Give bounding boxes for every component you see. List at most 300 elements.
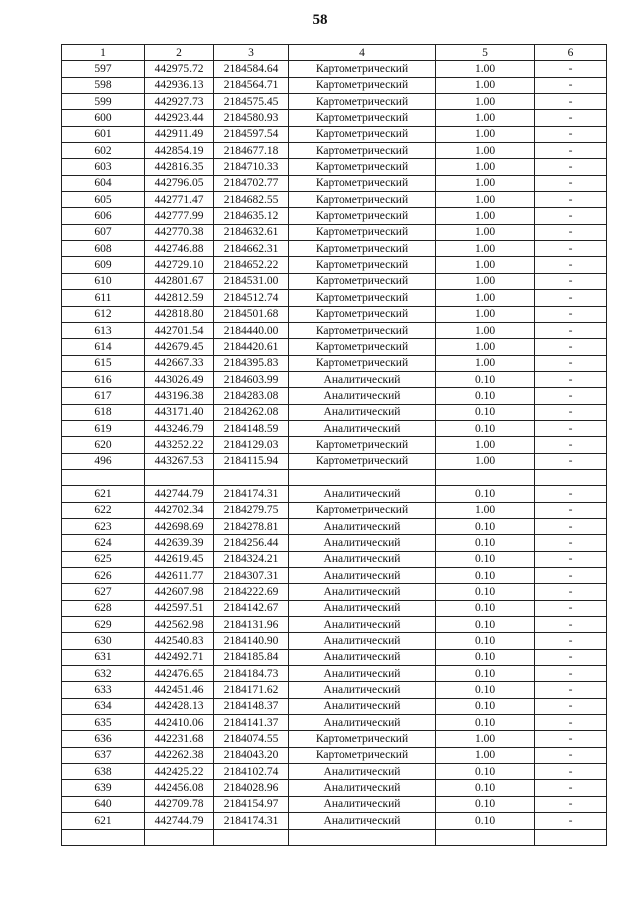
table-cell: 631 [62, 649, 145, 665]
table-cell: - [535, 437, 607, 453]
table-row [62, 584, 607, 600]
table-cell: Аналитический [289, 535, 436, 551]
table-cell: 2184512.74 [214, 290, 289, 306]
table-cell: - [535, 126, 607, 142]
table-cell: Картометрический [289, 224, 436, 240]
table-cell: 2184279.75 [214, 502, 289, 518]
table-row [62, 388, 607, 404]
page-number: 58 [312, 12, 328, 28]
table-cell: - [535, 273, 607, 289]
table-cell: 1.00 [436, 61, 535, 77]
table-cell: 0.10 [436, 518, 535, 534]
table-cell: - [535, 600, 607, 616]
table-cell: 623 [62, 518, 145, 534]
table-cell: 640 [62, 796, 145, 812]
table-row [62, 469, 607, 485]
table-cell: Картометрический [289, 159, 436, 175]
table-cell: 0.10 [436, 420, 535, 436]
table-cell: 0.10 [436, 404, 535, 420]
table-cell: 2184222.69 [214, 584, 289, 600]
table-cell: 0.10 [436, 535, 535, 551]
table-row [62, 306, 607, 322]
table-cell: 635 [62, 715, 145, 731]
table-cell: 602 [62, 143, 145, 159]
column-header: 4 [289, 45, 436, 61]
table-cell: 0.10 [436, 764, 535, 780]
table-cell: Картометрический [289, 502, 436, 518]
table-row [62, 731, 607, 747]
table-cell: 1.00 [436, 322, 535, 338]
table-cell: - [535, 110, 607, 126]
table-cell: - [535, 698, 607, 714]
table-cell: Картометрический [289, 61, 436, 77]
table-cell: 442818.80 [145, 306, 214, 322]
table-cell: 1.00 [436, 241, 535, 257]
table-row [62, 77, 607, 93]
table-cell: - [535, 617, 607, 633]
table-cell: 443252.22 [145, 437, 214, 453]
column-header: 5 [436, 45, 535, 61]
table-cell [145, 829, 214, 845]
table-cell: 442936.13 [145, 77, 214, 93]
table-cell: 610 [62, 273, 145, 289]
table-row [62, 518, 607, 534]
table-cell: 2184501.68 [214, 306, 289, 322]
table-cell: 443196.38 [145, 388, 214, 404]
table-row [62, 551, 607, 567]
table-cell: 618 [62, 404, 145, 420]
table-cell: Аналитический [289, 518, 436, 534]
table-cell: 1.00 [436, 110, 535, 126]
table-cell: 599 [62, 94, 145, 110]
table-cell: Аналитический [289, 388, 436, 404]
table-row [62, 404, 607, 420]
table-row [62, 208, 607, 224]
table-cell: Картометрический [289, 175, 436, 191]
table-row [62, 633, 607, 649]
table-cell: 2184256.44 [214, 535, 289, 551]
table-header [62, 45, 607, 61]
table-cell: 2184580.93 [214, 110, 289, 126]
table-cell: - [535, 94, 607, 110]
table-cell: Аналитический [289, 633, 436, 649]
table-row [62, 126, 607, 142]
table-cell [436, 469, 535, 485]
table-cell: Картометрический [289, 339, 436, 355]
table-cell: - [535, 159, 607, 175]
table-cell: 597 [62, 61, 145, 77]
table-cell: 2184148.59 [214, 420, 289, 436]
table-cell: 621 [62, 813, 145, 829]
table-cell: 1.00 [436, 437, 535, 453]
table-cell: 443026.49 [145, 371, 214, 387]
table-row [62, 747, 607, 763]
table-cell: 1.00 [436, 257, 535, 273]
table-cell: 442854.19 [145, 143, 214, 159]
table-row [62, 486, 607, 502]
table-cell: 1.00 [436, 175, 535, 191]
table-cell: 2184324.21 [214, 551, 289, 567]
table-cell: - [535, 568, 607, 584]
table-cell: 603 [62, 159, 145, 175]
column-header: 2 [145, 45, 214, 61]
table-cell: 2184710.33 [214, 159, 289, 175]
table-cell: 442746.88 [145, 241, 214, 257]
table-cell: 442611.77 [145, 568, 214, 584]
table-row [62, 453, 607, 469]
table-cell: 1.00 [436, 126, 535, 142]
table-cell: 0.10 [436, 584, 535, 600]
table-row [62, 224, 607, 240]
table-cell: 442911.49 [145, 126, 214, 142]
table-row [62, 764, 607, 780]
table-cell [62, 829, 145, 845]
table-cell: 0.10 [436, 600, 535, 616]
table-cell: 442709.78 [145, 796, 214, 812]
table-cell: 2184262.08 [214, 404, 289, 420]
table-cell: 2184677.18 [214, 143, 289, 159]
table-cell: Картометрический [289, 94, 436, 110]
table-row [62, 796, 607, 812]
table-cell: 2184171.62 [214, 682, 289, 698]
table-cell: 442771.47 [145, 192, 214, 208]
table-cell: 0.10 [436, 780, 535, 796]
table-cell: 612 [62, 306, 145, 322]
table-cell: 2184184.73 [214, 666, 289, 682]
table-cell: 1.00 [436, 339, 535, 355]
table-cell: Картометрический [289, 437, 436, 453]
table-cell: - [535, 224, 607, 240]
table-cell: 2184142.67 [214, 600, 289, 616]
table-cell: - [535, 290, 607, 306]
table-cell: - [535, 61, 607, 77]
table-cell [214, 829, 289, 845]
table-cell: 442410.06 [145, 715, 214, 731]
table-cell [436, 829, 535, 845]
table-cell: 442770.38 [145, 224, 214, 240]
table-cell: 0.10 [436, 568, 535, 584]
table-cell: 1.00 [436, 224, 535, 240]
table-cell: 1.00 [436, 77, 535, 93]
table-cell: 2184028.96 [214, 780, 289, 796]
table-cell: Картометрический [289, 208, 436, 224]
table-cell: 2184307.31 [214, 568, 289, 584]
table-cell: Картометрический [289, 273, 436, 289]
table-cell: 2184141.37 [214, 715, 289, 731]
table-cell [535, 469, 607, 485]
table-cell: - [535, 633, 607, 649]
table-cell: 442816.35 [145, 159, 214, 175]
table-cell: 442744.79 [145, 486, 214, 502]
table-cell: 1.00 [436, 273, 535, 289]
table-cell: 2184283.08 [214, 388, 289, 404]
table-cell: 496 [62, 453, 145, 469]
table-cell: 442927.73 [145, 94, 214, 110]
table-cell: - [535, 192, 607, 208]
table-cell: 1.00 [436, 747, 535, 763]
table-cell: 609 [62, 257, 145, 273]
table-cell: 2184395.83 [214, 355, 289, 371]
table-cell: - [535, 453, 607, 469]
table-cell: 0.10 [436, 666, 535, 682]
table-cell: - [535, 813, 607, 829]
table-cell: 604 [62, 175, 145, 191]
table-cell: Картометрический [289, 453, 436, 469]
table-cell: 2184603.99 [214, 371, 289, 387]
table-cell: 2184140.90 [214, 633, 289, 649]
table-cell: 2184440.00 [214, 322, 289, 338]
table-cell: 1.00 [436, 731, 535, 747]
table-cell: - [535, 175, 607, 191]
table-cell: 0.10 [436, 617, 535, 633]
table-cell: 626 [62, 568, 145, 584]
table-cell: 1.00 [436, 290, 535, 306]
table-cell: Аналитический [289, 371, 436, 387]
table-cell: - [535, 584, 607, 600]
table-cell: - [535, 535, 607, 551]
table-row [62, 437, 607, 453]
table-cell: - [535, 682, 607, 698]
table-cell: Аналитический [289, 698, 436, 714]
table-row [62, 290, 607, 306]
table-cell: 615 [62, 355, 145, 371]
table-cell: 442801.67 [145, 273, 214, 289]
table-cell: Аналитический [289, 486, 436, 502]
column-header: 1 [62, 45, 145, 61]
table-cell: 629 [62, 617, 145, 633]
table-cell: Картометрический [289, 257, 436, 273]
table-row [62, 420, 607, 436]
table-cell: 442698.69 [145, 518, 214, 534]
table-row [62, 813, 607, 829]
table-row [62, 94, 607, 110]
table-cell: 621 [62, 486, 145, 502]
table-cell: - [535, 518, 607, 534]
table-cell: - [535, 241, 607, 257]
table-cell: 442597.51 [145, 600, 214, 616]
table-cell: 616 [62, 371, 145, 387]
table-cell: - [535, 731, 607, 747]
table-cell: Картометрический [289, 322, 436, 338]
table-cell: 608 [62, 241, 145, 257]
table-row [62, 780, 607, 796]
table-cell: 2184154.97 [214, 796, 289, 812]
table-cell: - [535, 796, 607, 812]
table-cell: 620 [62, 437, 145, 453]
table-cell: - [535, 764, 607, 780]
table-cell: Аналитический [289, 780, 436, 796]
table-cell: Картометрический [289, 241, 436, 257]
table-cell: Картометрический [289, 126, 436, 142]
table-cell: - [535, 502, 607, 518]
table-cell: - [535, 649, 607, 665]
table-cell: Аналитический [289, 715, 436, 731]
table-cell: Аналитический [289, 617, 436, 633]
table-cell: 2184662.31 [214, 241, 289, 257]
table-cell: - [535, 404, 607, 420]
table-cell: 2184185.84 [214, 649, 289, 665]
table-cell: 442540.83 [145, 633, 214, 649]
table-cell: 1.00 [436, 159, 535, 175]
table-cell: 633 [62, 682, 145, 698]
table-row [62, 339, 607, 355]
table-row [62, 535, 607, 551]
table-cell: 2184575.45 [214, 94, 289, 110]
table-cell: 1.00 [436, 502, 535, 518]
table-cell: 617 [62, 388, 145, 404]
table-cell: 634 [62, 698, 145, 714]
table-cell: - [535, 257, 607, 273]
table-row [62, 649, 607, 665]
table-cell: Картометрический [289, 747, 436, 763]
table-cell: Аналитический [289, 420, 436, 436]
table-cell: 628 [62, 600, 145, 616]
table-cell: Картометрический [289, 355, 436, 371]
table-cell: 638 [62, 764, 145, 780]
table-cell: 2184682.55 [214, 192, 289, 208]
table-cell: - [535, 747, 607, 763]
table-cell: 630 [62, 633, 145, 649]
table-cell: 0.10 [436, 715, 535, 731]
table-cell: - [535, 143, 607, 159]
table-cell: 605 [62, 192, 145, 208]
table-cell: - [535, 780, 607, 796]
table-cell: 600 [62, 110, 145, 126]
table-cell: 442619.45 [145, 551, 214, 567]
table-cell: 0.10 [436, 633, 535, 649]
table-cell: 2184531.00 [214, 273, 289, 289]
table-row [62, 175, 607, 191]
table-cell: 611 [62, 290, 145, 306]
header-row [62, 45, 607, 61]
table-cell: 639 [62, 780, 145, 796]
table-cell: - [535, 306, 607, 322]
table-cell: 2184115.94 [214, 453, 289, 469]
table-cell: Картометрический [289, 143, 436, 159]
table-cell: 636 [62, 731, 145, 747]
table-cell: 443171.40 [145, 404, 214, 420]
table-row [62, 600, 607, 616]
table-cell: 1.00 [436, 306, 535, 322]
table-cell: - [535, 339, 607, 355]
table-cell: 637 [62, 747, 145, 763]
table-cell: 442777.99 [145, 208, 214, 224]
table-cell: - [535, 388, 607, 404]
table-cell: 632 [62, 666, 145, 682]
table-cell: 625 [62, 551, 145, 567]
table-row [62, 61, 607, 77]
table-cell: 442639.39 [145, 535, 214, 551]
table-cell: Аналитический [289, 600, 436, 616]
table-cell: - [535, 322, 607, 338]
column-header: 3 [214, 45, 289, 61]
table-cell: - [535, 715, 607, 731]
table-cell: 2184702.77 [214, 175, 289, 191]
table-cell: 442729.10 [145, 257, 214, 273]
table-cell: 442492.71 [145, 649, 214, 665]
table-cell: 0.10 [436, 486, 535, 502]
table-cell: 0.10 [436, 813, 535, 829]
table-cell: Картометрический [289, 290, 436, 306]
table-cell: - [535, 77, 607, 93]
table-cell: Картометрический [289, 306, 436, 322]
table-cell: 443246.79 [145, 420, 214, 436]
table-cell: 0.10 [436, 371, 535, 387]
table-cell: 598 [62, 77, 145, 93]
table-cell: Аналитический [289, 649, 436, 665]
table-cell [289, 829, 436, 845]
table-cell: 442744.79 [145, 813, 214, 829]
table-cell [535, 829, 607, 845]
table-cell: 1.00 [436, 355, 535, 371]
table-row [62, 666, 607, 682]
table-cell: - [535, 666, 607, 682]
table-cell: 442428.13 [145, 698, 214, 714]
table-cell: 442262.38 [145, 747, 214, 763]
table-row [62, 698, 607, 714]
table-cell: Аналитический [289, 551, 436, 567]
table-cell: Аналитический [289, 813, 436, 829]
table-cell: Картометрический [289, 731, 436, 747]
table-cell: 442975.72 [145, 61, 214, 77]
table-row [62, 322, 607, 338]
table-cell: 1.00 [436, 192, 535, 208]
table-cell: 442562.98 [145, 617, 214, 633]
table-cell: 442607.98 [145, 584, 214, 600]
table-cell: 443267.53 [145, 453, 214, 469]
table-cell: 442679.45 [145, 339, 214, 355]
table-row [62, 159, 607, 175]
table-cell: 2184584.64 [214, 61, 289, 77]
table-row [62, 568, 607, 584]
table-cell: 1.00 [436, 208, 535, 224]
table-row [62, 502, 607, 518]
table-cell: - [535, 486, 607, 502]
table-cell: - [535, 355, 607, 371]
table-cell: 1.00 [436, 453, 535, 469]
table-cell [145, 469, 214, 485]
table-cell: 627 [62, 584, 145, 600]
table-cell: 622 [62, 502, 145, 518]
table-cell: - [535, 371, 607, 387]
table-cell: Картометрический [289, 77, 436, 93]
table-cell: Аналитический [289, 666, 436, 682]
table-cell: 2184652.22 [214, 257, 289, 273]
table-cell: Аналитический [289, 568, 436, 584]
table-cell: Аналитический [289, 584, 436, 600]
table-row [62, 110, 607, 126]
table-cell: 0.10 [436, 698, 535, 714]
table-row [62, 829, 607, 845]
table-cell: 2184564.71 [214, 77, 289, 93]
table-cell: 2184278.81 [214, 518, 289, 534]
table-cell: - [535, 208, 607, 224]
table-row [62, 371, 607, 387]
table-cell: Картометрический [289, 192, 436, 208]
table-cell: 2184597.54 [214, 126, 289, 142]
table-cell: Аналитический [289, 404, 436, 420]
table-cell: 0.10 [436, 796, 535, 812]
table-cell: 606 [62, 208, 145, 224]
table-cell: 0.10 [436, 388, 535, 404]
table-cell: 2184131.96 [214, 617, 289, 633]
table-cell: 442231.68 [145, 731, 214, 747]
table-cell: 0.10 [436, 649, 535, 665]
table-cell: 442667.33 [145, 355, 214, 371]
table-row [62, 143, 607, 159]
table-cell: 2184174.31 [214, 486, 289, 502]
table-row [62, 355, 607, 371]
